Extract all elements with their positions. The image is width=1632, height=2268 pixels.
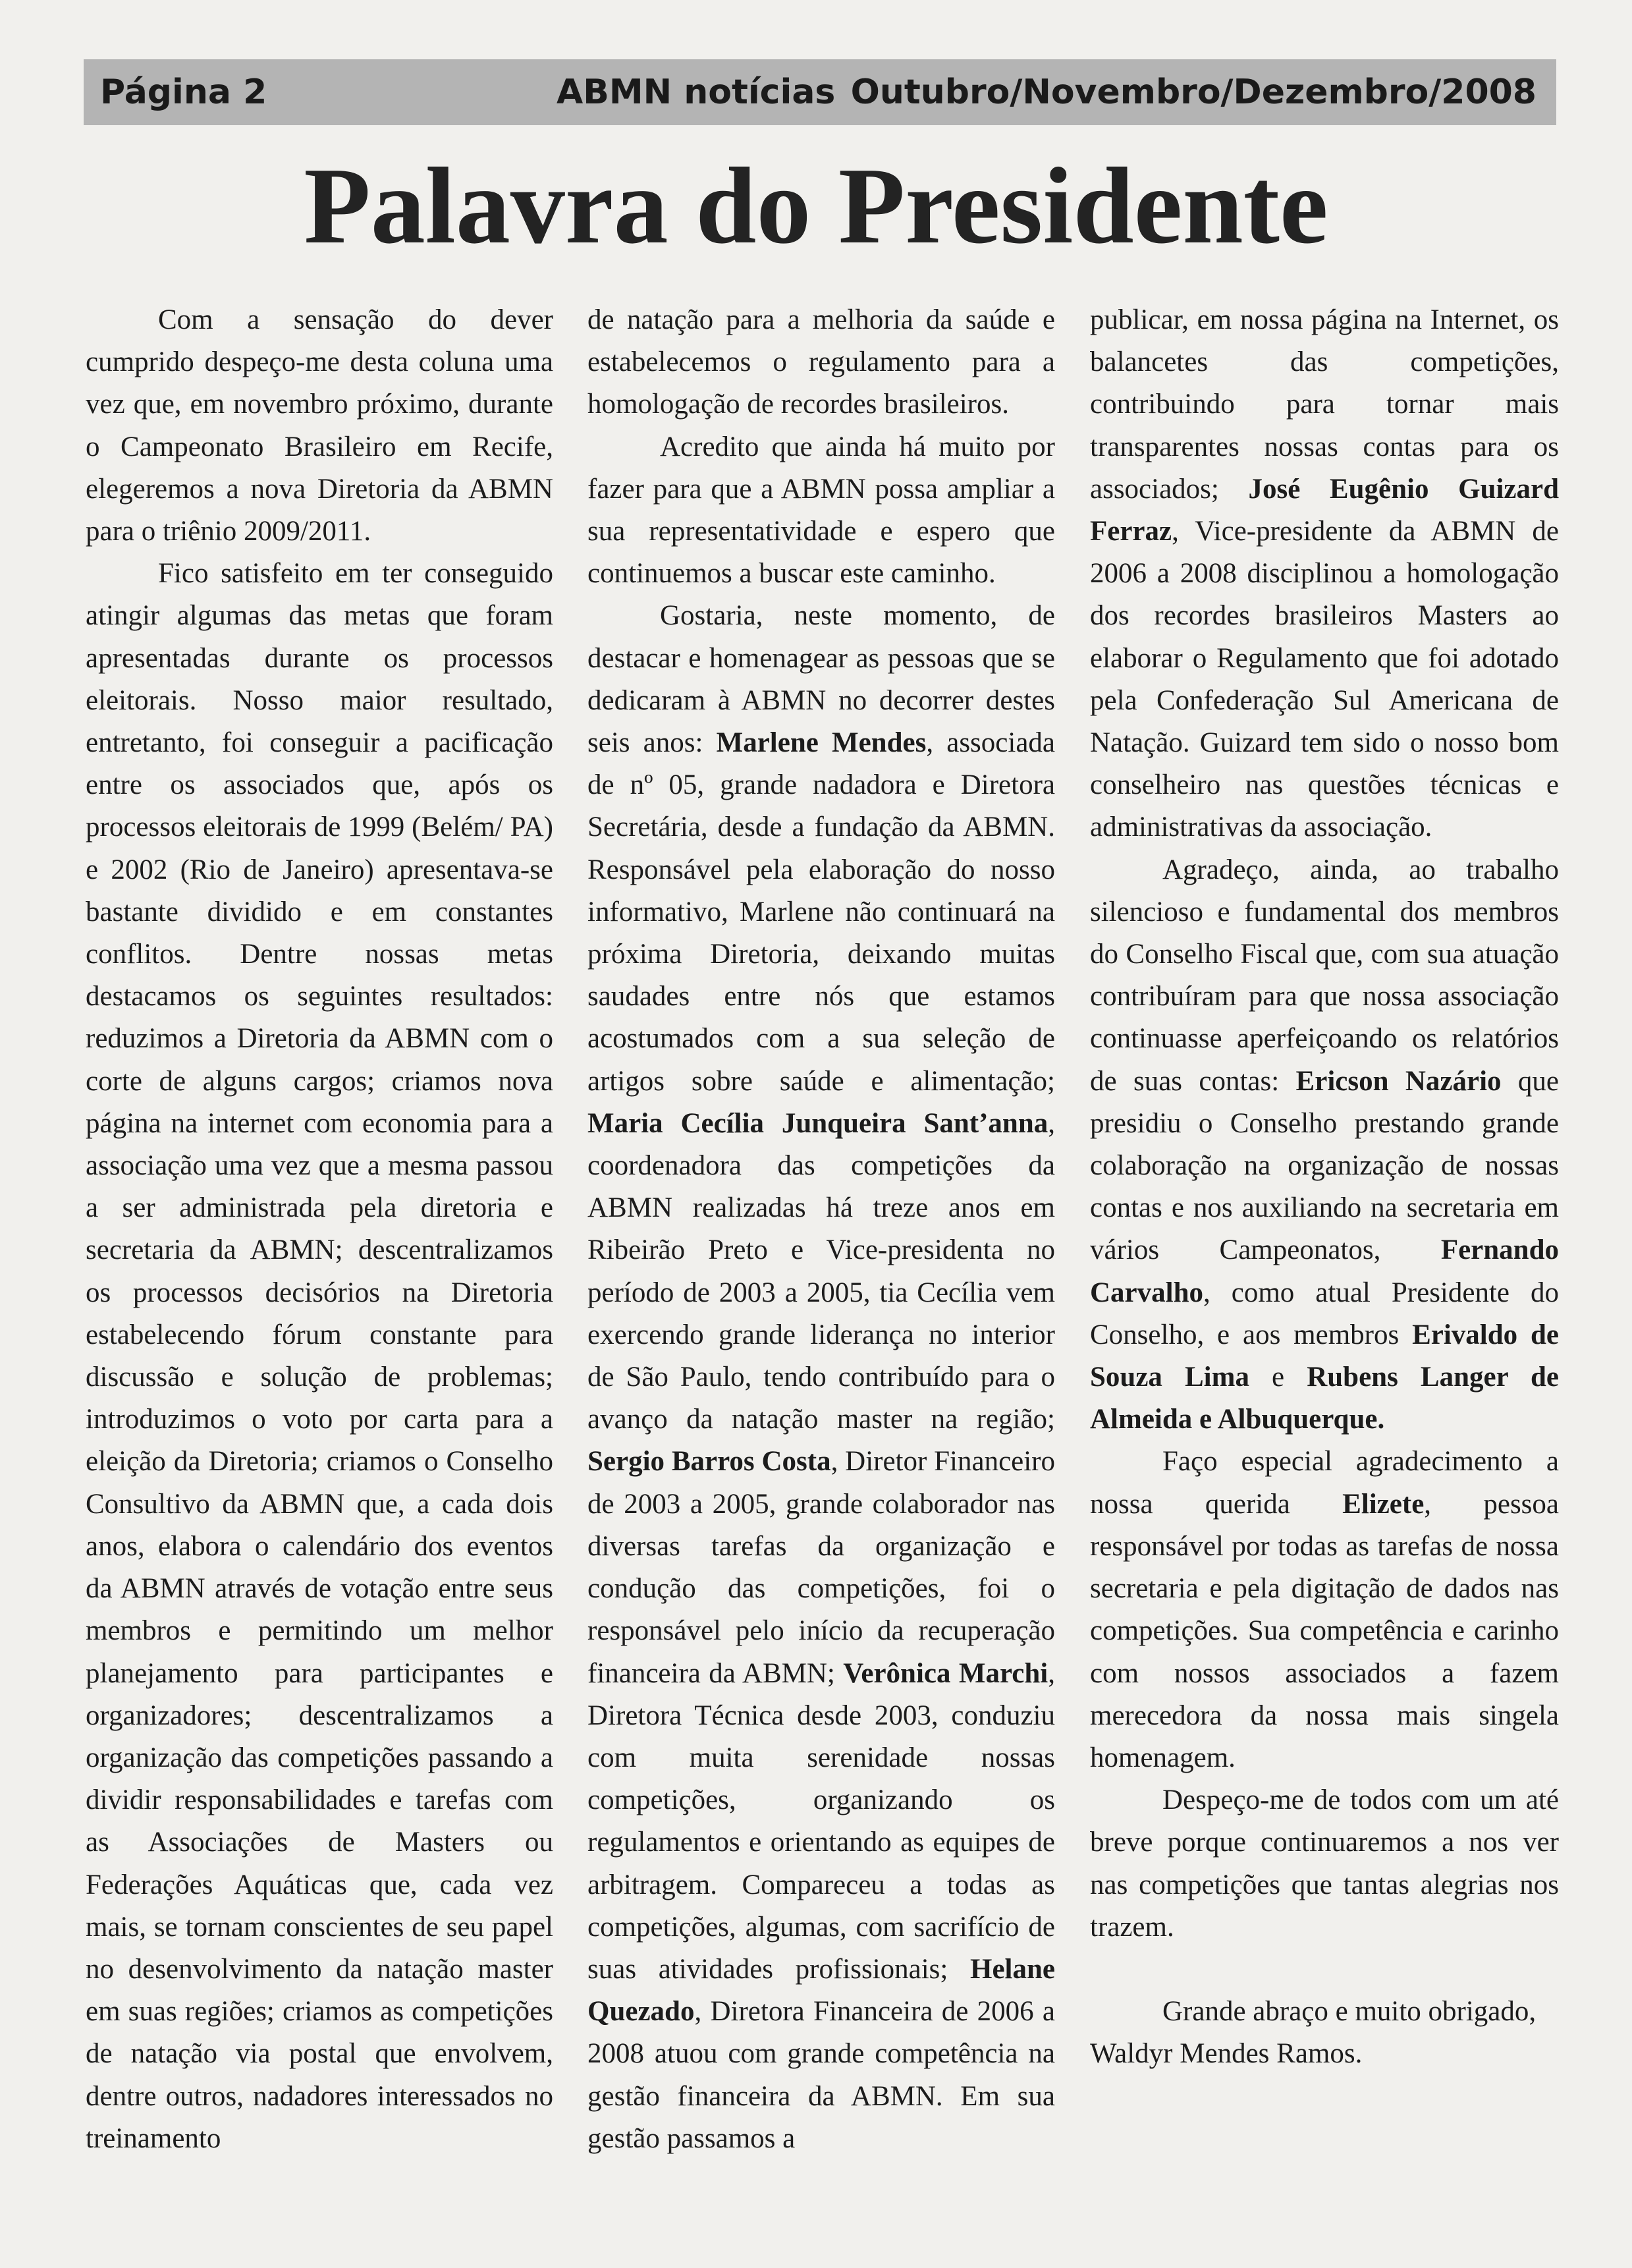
paragraph: de natação para a melhoria da saúde e estabelecemos o regulamento para a homologação de recordes brasileiros. (587, 304, 1055, 420)
paragraph: Fico satisfeito em ter conseguido atingir algumas das metas que foram apresentadas durante os processos eleitorais. Nosso maior resultado, entretanto, foi conseguir a pacificação entre os associados que, após os processos eleitorais de 1999 (Belém/ PA) e 2002 (Rio de Janeiro) apresentava-se bastante dividido e em constantes conflitos. Dentre nossas metas destacamos os seguintes resultados: reduzimos a Diretoria da ABMN com o corte de alguns cargos; criamos nova página na internet com economia para a associação uma vez que a mesma passou a ser administrada pela diretoria e secretaria da ABMN; descentralizamos os processos decisórios na Diretoria estabelecendo fórum constante para discussão e solução de problemas; introduzimos o voto por carta para a eleição da Diretoria; criamos o Conselho Consultivo da ABMN que, a cada dois anos, elabora o calendário dos eventos da ABMN através de votação entre seus membros e permitindo um melhor planejamento para participantes e organizadores; descentralizamos a organização das competições passando a dividir responsabilidades e tarefas com as Associações de Masters ou Federações Aquáticas que, cada vez mais, se tornam conscientes de seu papel no desenvolvimento da natação master em suas regiões; criamos as competições de natação via postal que envolvem, dentre outros, nadadores interessados no treinamento (86, 558, 553, 2154)
text-run: , Diretora Financeira de 2006 a 2008 atuou com grande competência na gestão financeira da ABMN. Em sua gestão passamos a (587, 1996, 1055, 2154)
publication-name: ABMN notícias (557, 72, 836, 112)
paragraph (1090, 1441, 1559, 1779)
text-run: , Vice-presidente da ABMN de 2006 a 2008 disciplinou a homologação dos recordes brasileiros Masters ao elaborar o Regulamento que foi adotado pela Confederação Sul Americana de Natação. Guizard tem sido o nosso bom conselheiro nas questões técnicas e administrativas da associação. (1090, 516, 1559, 843)
page-number: Página 2 (100, 72, 267, 112)
person-name: Elizete (1342, 1488, 1425, 1520)
paragraph: Despeço-me de todos com um até breve porque continuaremos a nos ver nas competições que tantas alegrias nos trazem. (1090, 1784, 1559, 1943)
text-run: e (1249, 1362, 1307, 1393)
column-1 (86, 299, 553, 2160)
closing-line: Grande abraço e muito obrigado, (1162, 1995, 1537, 2027)
text-run: , pessoa responsável por todas as tarefas de nossa secretaria e pela digitação de dados nas competições. Sua competência e carinho com nossos associados a fazem merecedora da nossa mais singela homenagem. (1090, 1488, 1560, 1773)
person-name: Marlene Mendes (716, 727, 927, 759)
paragraph: Com a sensação do dever cumprido despeço-me desta coluna uma vez que, em novembro próximo, durante o Campeonato Brasileiro em Recife, elegeremos a nova Diretoria da ABMN para o triênio 2009/2011. (86, 304, 553, 547)
text-run: , Diretor Financeiro de 2003 a 2005, grande colaborador nas diversas tarefas da organização e condução das competições, foi o responsável pelo início da recuperação financeira da ABMN; (587, 1446, 1055, 1689)
person-name: Verônica Marchi (843, 1657, 1048, 1689)
issue-date: Outubro/Novembro/Dezembro/2008 (850, 72, 1537, 112)
person-name: Sergio Barros Costa (587, 1446, 831, 1478)
person-name: Erivaldo de Souza Lima (1090, 1319, 1559, 1393)
text-run: Agradeço, ainda, ao trabalho silencioso e fundamental dos membros do Conselho Fiscal que, com sua atuação contribuíram para que nossa associação continuasse aperfeiçoando os relatórios de suas contas: (1090, 854, 1559, 1097)
person-name: Fernando Carvalho (1090, 1234, 1559, 1308)
text-run: Gostaria, neste momento, de destacar e homenagear as pessoas que se dedicaram à ABMN no decorrer destes seis anos: (587, 600, 1055, 759)
person-name: Rubens Langer de Almeida e Albuquerque. (1090, 1362, 1559, 1435)
person-name: Helane Quezado (587, 1953, 1055, 2028)
text-run: Faço especial agradecimento a nossa querida (1090, 1446, 1559, 1520)
text-run: , coordenadora das competições da ABMN realizadas há treze anos em Ribeirão Preto e Vice-presidenta no período de 2003 a 2005, tia Cecília vem exercendo grande liderança no interior de São Paulo, tendo contribuído para o avanço da natação master na região; (587, 1107, 1055, 1435)
signature: Waldyr Mendes Ramos. (1090, 2038, 1363, 2070)
person-name: Maria Cecília Junqueira Sant’anna (587, 1107, 1048, 1139)
text-run: , associada de nº 05, grande nadadora e Diretora Secretária, desde a fundação da ABMN. Responsável pela elaboração do nosso informativo, Marlene não continuará na próxima Diretoria, deixando muitas saudades entre nós que estamos acostumados com a sua seleção de artigos sobre saúde e alimentação; (587, 727, 1055, 1097)
page-header-bar (84, 59, 1556, 125)
column-2 (587, 299, 1055, 2160)
article-title: Palavra do Presidente (304, 145, 1328, 266)
column-3 (1090, 299, 1559, 2075)
paragraph (1090, 299, 1559, 849)
text-run: publicar, em nossa página na Internet, os balancetes das competições, contribuindo para tornar mais transparentes nossas contas para os associados; (1090, 304, 1559, 505)
paragraph (1090, 849, 1559, 1441)
person-name: Ericson Nazário (1295, 1065, 1502, 1097)
paragraph (587, 595, 1055, 2160)
person-name: José Eugênio Guizard Ferraz (1090, 473, 1559, 547)
text-run: que presidiu o Conselho prestando grande colaboração na organização de nossas contas e nos auxiliando na secretaria em vários Campeonatos, (1090, 1065, 1560, 1266)
text-run: , Diretora Técnica desde 2003, conduziu com muita serenidade nossas competições, organizando os regulamentos e orientando as equipes de arbitragem. Compareceu a todas as competições, algumas, com sacrifício de suas atividades profissionais; (587, 1657, 1055, 1985)
paragraph: Acredito que ainda há muito por fazer para que a ABMN possa ampliar a sua representatividade e espero que continuemos a buscar este caminho. (587, 431, 1055, 590)
spacer (1090, 1949, 1559, 1991)
text-run: , como atual Presidente do Conselho, e aos membros (1090, 1277, 1559, 1350)
